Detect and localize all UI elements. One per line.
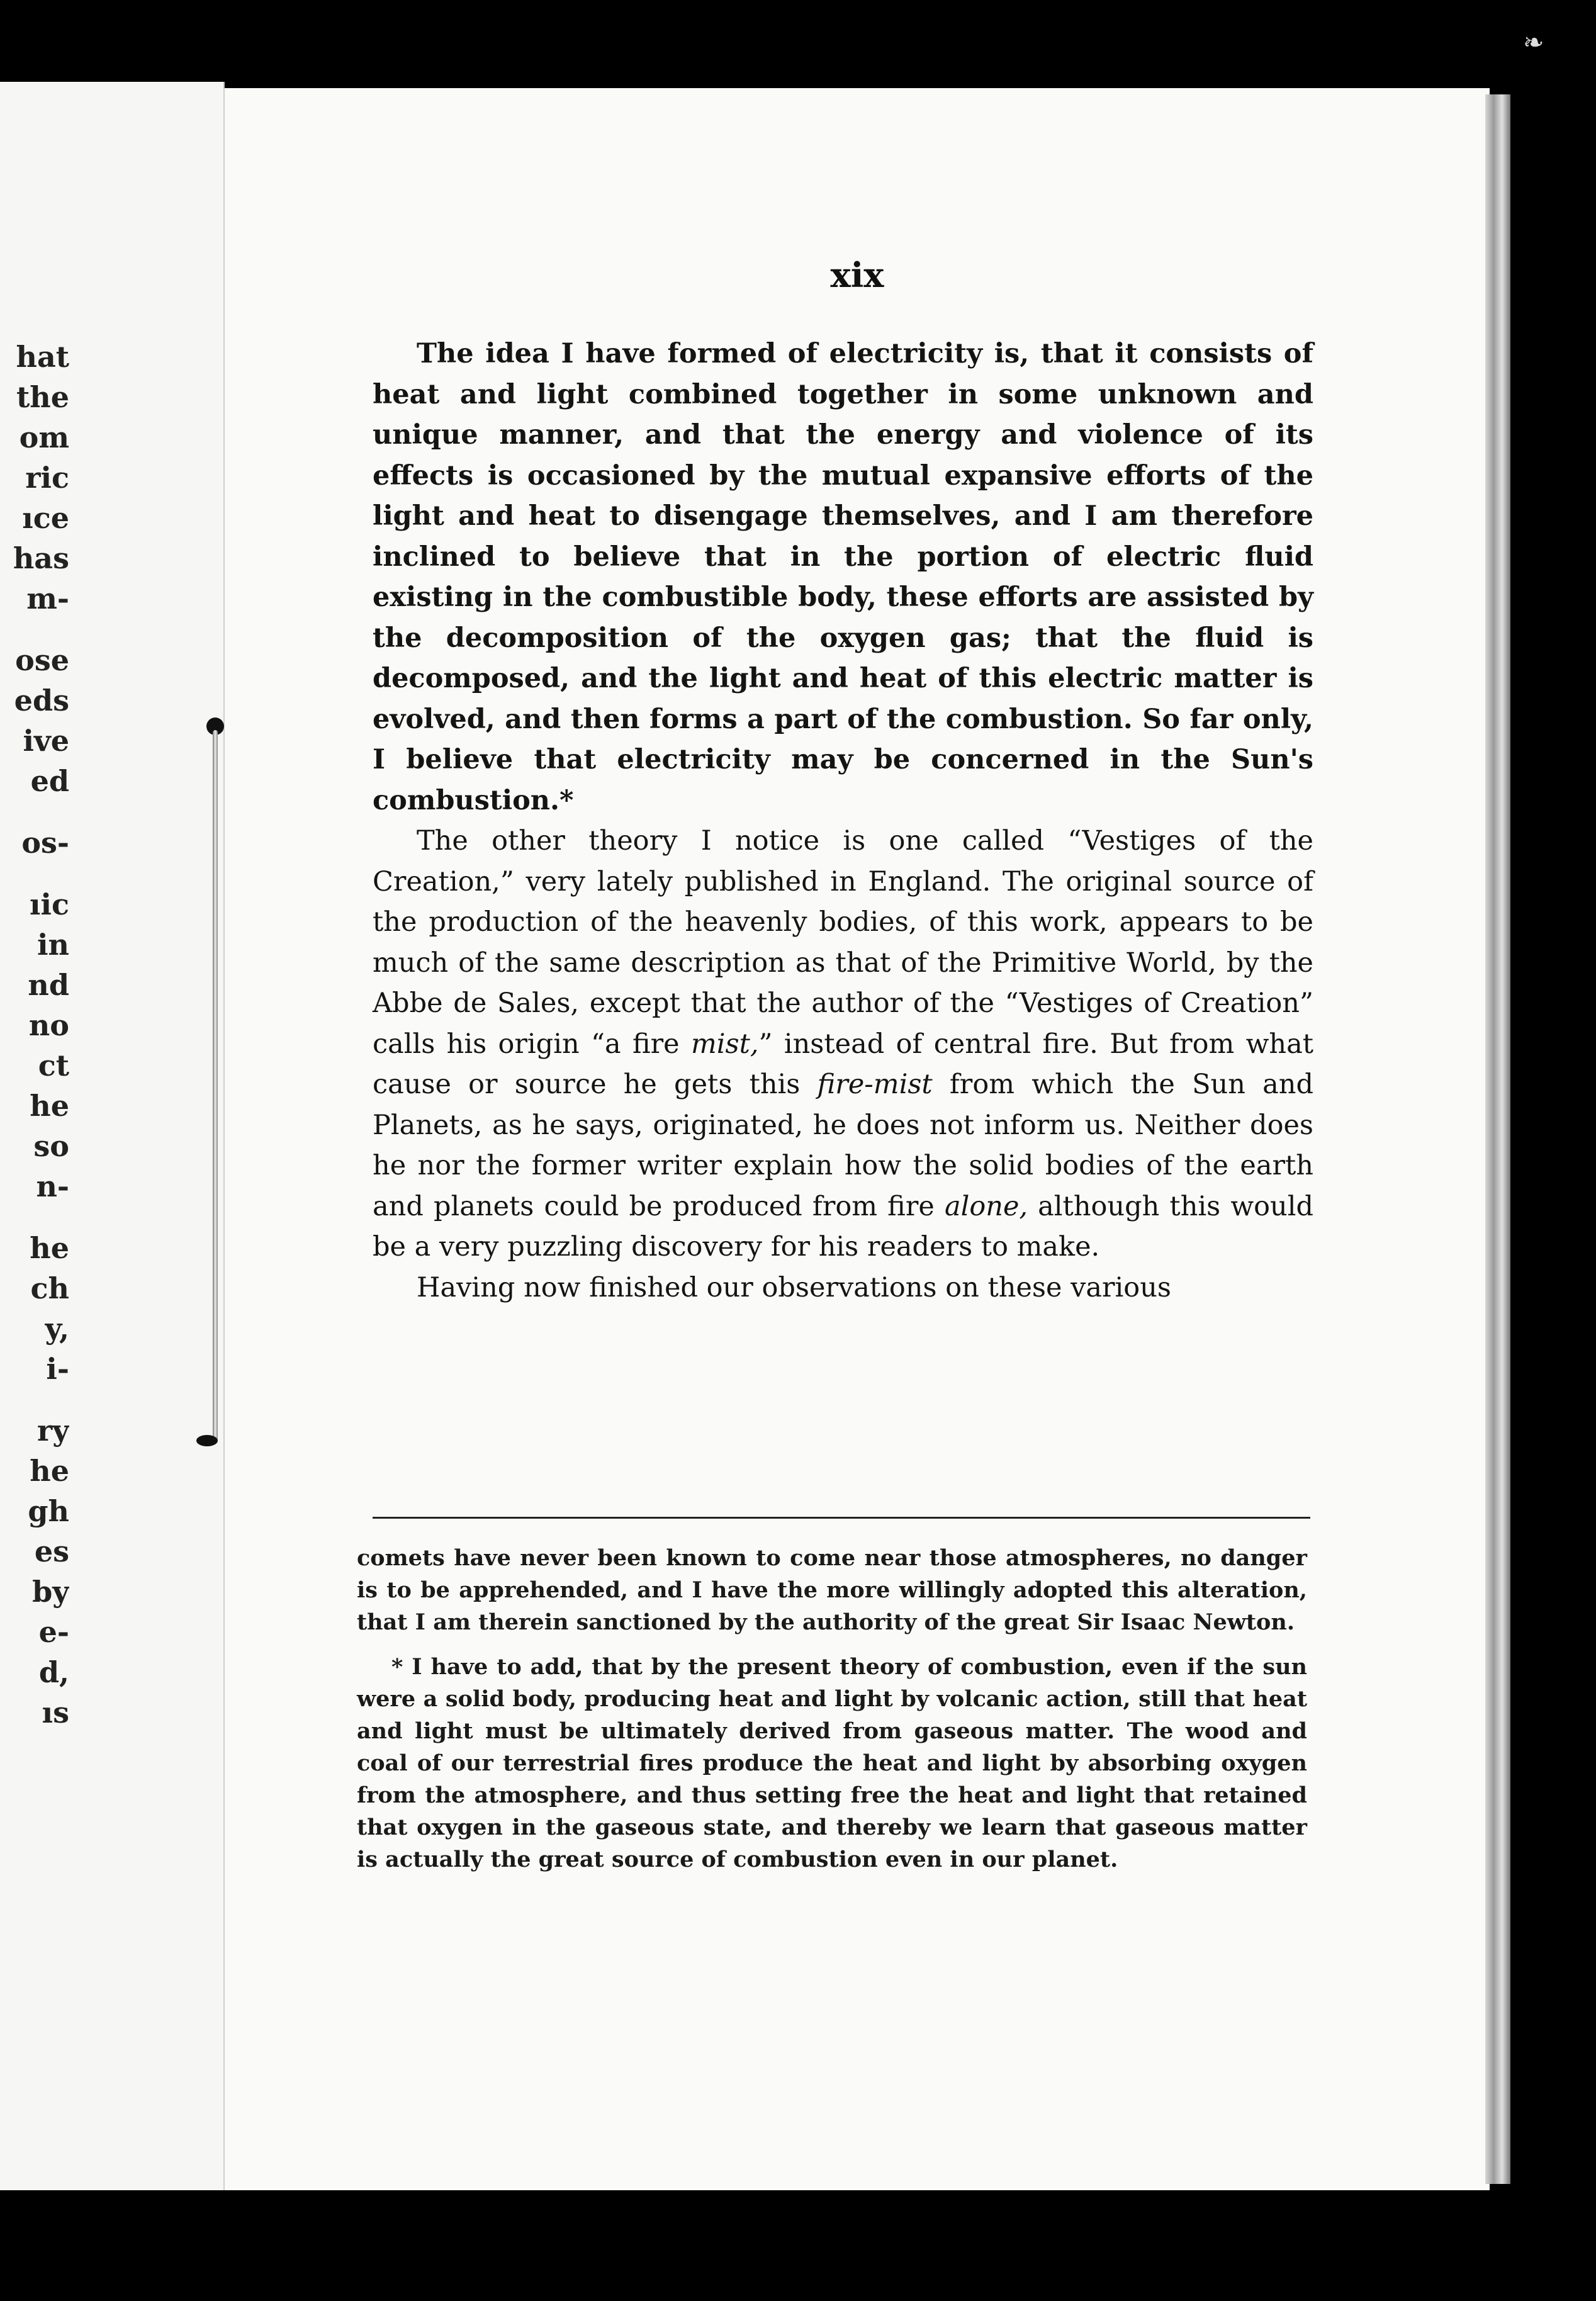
left-page-fragment xyxy=(0,863,69,884)
left-page-fragment: ch xyxy=(30,1271,69,1305)
left-page-fragment: gh xyxy=(28,1494,69,1528)
page-number: xix xyxy=(830,255,884,295)
left-page-text-fragments xyxy=(0,337,69,1733)
italic-emphasis: mist, xyxy=(690,1028,759,1060)
footnote-divider xyxy=(373,1517,1310,1519)
left-page-fragment: ıic xyxy=(30,887,69,921)
paragraph-electricity: The idea I have formed of electricity is, that it consists of heat and light combined together in some unknown and unique manner, and that the energy and violence of its effects is occasioned by the mutual expansive efforts of the light and heat to disengage themselves, and I am therefore inclined to believe that in the portion of electric fluid existing in the combustible body, these efforts are assisted by the decomposition of the oxygen gas; that the fluid is decomposed, and the light and heat of this electric matter is evolved, and then forms a part of the combustion. So far only, I believe that electricity may be concerned in the Sun's combustion.* xyxy=(373,338,1313,816)
left-page-fragment: ed xyxy=(30,764,69,798)
left-page-fragment: he xyxy=(30,1231,69,1265)
paragraph-vestiges: The other theory I notice is one called “Vestiges of the Creation,” very lately published in England. The original source of the production of the heavenly bodies, of this work, appears to be much of the same description as that of the Primitive World, by the Abbe de Sales, except that the author of the “Vestiges of Creation” calls his origin “a fire mist,” instead of central fire. But from what cause or source he gets this fire-mist from which the Sun and Planets, as he says, originated, he does not inform us. Neither does he nor the former writer explain how the solid bodies of the earth and planets could be produced from fire alone, although this would be a very puzzling discovery for his readers to make. xyxy=(373,825,1313,1263)
left-page-fragment: eds xyxy=(14,684,69,717)
page-edge-stack xyxy=(1485,94,1510,2184)
left-page-fragment: ose xyxy=(15,643,69,677)
left-page-fragment: ıs xyxy=(42,1696,69,1730)
binding-gutter xyxy=(189,711,245,1466)
left-page-fragment: om xyxy=(19,420,69,454)
footnote-continued: comets have never been known to come near those atmospheres, no danger is to be apprehended, and I have the more willingly adopted this alteration, that I am therein sanctioned by the authority of the great Sir Isaac Newton. xyxy=(357,1545,1307,1635)
left-page-fragment: y, xyxy=(45,1312,69,1346)
left-page-fragment: hat xyxy=(16,340,69,374)
right-page xyxy=(223,88,1490,2190)
left-page-fragment: ric xyxy=(25,461,69,495)
left-page-fragment: he xyxy=(30,1454,69,1488)
left-page-fragment: e- xyxy=(38,1615,69,1649)
body-text xyxy=(373,334,1313,1308)
footnote-asterisk: * I have to add, that by the present theory of combustion, even if the sun were a solid body, producing heat and light by volcanic action, still that heat and light must be ultimately derived from gaseous matter. The wood and coal of our terrestrial fires produce the heat and light by absorbing oxygen from the atmosphere, and thus setting free the heat and light that retained that oxygen in the gaseous state, and thereby we learn that gaseous matter is actually the great source of combustion even in our planet. xyxy=(357,1654,1307,1872)
left-page-fragment: ive xyxy=(23,724,69,758)
left-page-fragment: ct xyxy=(38,1049,69,1083)
left-page-fragment: d, xyxy=(38,1655,69,1689)
left-page-fragment: n- xyxy=(36,1169,69,1203)
bookmark-ribbon xyxy=(213,730,218,1441)
left-page-fragment: ıce xyxy=(22,501,69,535)
left-page-fragment: in xyxy=(37,928,69,962)
left-page-fragment: he xyxy=(30,1089,69,1123)
footnotes xyxy=(357,1542,1307,1888)
left-page-fragment xyxy=(0,801,69,823)
ribbon-knot-bottom xyxy=(196,1435,218,1446)
left-page-fragment: by xyxy=(32,1575,69,1609)
left-page-fragment xyxy=(0,1389,69,1410)
left-page-fragment xyxy=(0,619,69,640)
left-page-fragment: so xyxy=(33,1129,69,1163)
paragraph-having-now: Having now finished our observations on these various xyxy=(417,1271,1171,1303)
left-page-fragment: has xyxy=(13,541,69,575)
left-page-fragment: the xyxy=(16,380,69,414)
italic-emphasis: fire-mist xyxy=(817,1069,933,1100)
left-page-fragment: os- xyxy=(21,826,69,860)
italic-emphasis: alone, xyxy=(944,1190,1028,1222)
left-page-fragment: ry xyxy=(37,1414,69,1448)
corner-speck: ❧ xyxy=(1523,28,1544,57)
left-page-fragment xyxy=(0,1207,69,1228)
left-page-fragment: i- xyxy=(46,1352,69,1386)
left-page-fragment: m- xyxy=(26,582,69,616)
left-page-fragment: nd xyxy=(28,968,69,1002)
left-page-fragment: es xyxy=(34,1534,69,1568)
left-page-fragment: no xyxy=(28,1008,69,1042)
